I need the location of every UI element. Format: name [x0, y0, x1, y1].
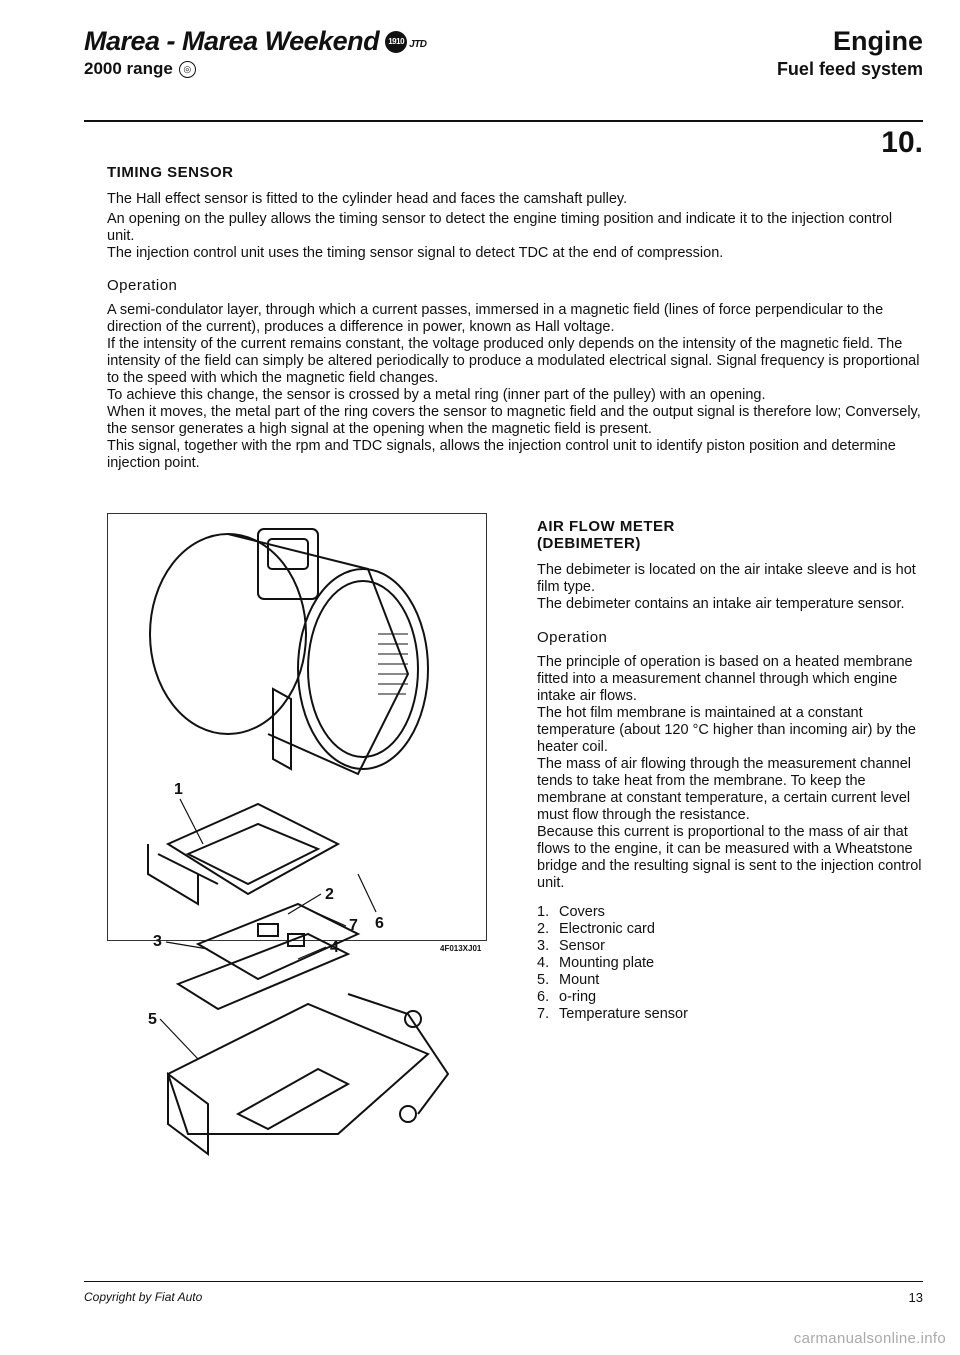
debimeter-front-ring	[298, 569, 428, 769]
range-icon: ◎	[179, 61, 196, 78]
afm-op-2: The hot film membrane is maintained at a constant temperature (about 120 °C higher than incoming air) by the heater coil.	[537, 705, 916, 755]
afm-heading-2: (DEBIMETER)	[537, 535, 641, 552]
debimeter-rear-ring	[150, 534, 306, 734]
timing-op-3: To achieve this change, the sensor is crossed by a metal ring (inner part of the pulley) with an opening.	[107, 387, 766, 403]
afm-operation-heading: Operation	[537, 629, 608, 646]
brand-name: Marea - Marea Weekend	[84, 26, 380, 56]
legend-item: 1. Covers	[537, 904, 605, 920]
header-right	[777, 26, 923, 80]
timing-sensor-section	[107, 164, 923, 472]
timing-intro-3: The injection control unit uses the timing sensor signal to detect TDC at the end of compression.	[107, 245, 724, 261]
section-number: 10.	[881, 126, 923, 159]
afm-intro-1: The debimeter is located on the air intake sleeve and is hot film type.	[537, 562, 916, 595]
figure-code: 4F013XJ01	[440, 944, 482, 953]
legend-item: 2. Electronic card	[537, 921, 655, 937]
fiat-logo-icon: 1910	[385, 31, 407, 53]
callout-5: 5	[148, 1011, 157, 1028]
timing-op-2: If the intensity of the current remains constant, the voltage produced only depends on the intensity of the magnetic field. The intensity of the field can simply be altered periodically to produce a modulated electrical signal. Signal frequency is proportional to the speed with which the magnetic field changes.	[107, 336, 920, 386]
brand-title	[84, 26, 427, 57]
mounting-plate	[178, 934, 348, 1009]
section-title: Engine	[832, 26, 923, 56]
page-number: 13	[908, 1290, 923, 1305]
header-divider	[84, 120, 923, 122]
afm-op-4: Because this current is proportional to the mass of air that flows to the engine, it can be measured with a Wheatstone bridge and the resulting signal is sent to the injection control unit.	[537, 824, 922, 891]
legend-item: 6. o-ring	[537, 989, 597, 1005]
timing-op-5: This signal, together with the rpm and TDC signals, allows the injection control unit to identify piston position and determine injection point.	[107, 438, 896, 471]
callout-4: 4	[330, 939, 339, 956]
watermark: carmanualsonline.info	[793, 1330, 946, 1347]
callout-7: 7	[349, 917, 358, 934]
legend-item: 5. Mount	[537, 972, 600, 988]
timing-op-4: When it moves, the metal part of the ring covers the sensor to magnetic field and the output signal is therefore low; Conversely, the sensor generates a high signal at the opening when the magnetic field is present.	[107, 404, 921, 437]
afm-intro-2: The debimeter contains an intake air temperature sensor.	[537, 596, 905, 612]
timing-intro-2: An opening on the pulley allows the timing sensor to detect the engine timing position and indicate it to the injection control unit.	[107, 211, 893, 244]
callout-1: 1	[174, 781, 183, 798]
header-left	[84, 26, 427, 79]
range-label	[84, 59, 427, 79]
afm-op-3: The mass of air flowing through the measurement channel tends to take heat from the membrane. To keep the membrane at constant temperature, a certain current level must flow through the resistance.	[537, 756, 911, 823]
air-flow-meter-section	[537, 518, 923, 1023]
brand-suffix: JTD	[409, 39, 427, 50]
range-text: 2000 range	[84, 59, 173, 78]
legend-list	[537, 904, 923, 1023]
subsection-title: Fuel feed system	[776, 59, 923, 79]
legend-item: 3. Sensor	[537, 938, 605, 954]
debimeter-clip	[273, 689, 291, 769]
afm-heading-1: AIR FLOW METER	[537, 518, 675, 535]
footer-divider	[84, 1281, 923, 1282]
callout-2: 2	[325, 886, 334, 903]
legend-item: 4. Mounting plate	[537, 955, 655, 971]
timing-intro-1: The Hall effect sensor is fitted to the cylinder head and faces the camshaft pulley.	[107, 191, 628, 207]
legend-item: 7. Temperature sensor	[537, 1006, 688, 1022]
callout-6: 6	[375, 915, 384, 932]
timing-operation-heading: Operation	[107, 277, 178, 294]
callout-3: 3	[153, 933, 162, 950]
afm-op-1: The principle of operation is based on a heated membrane fitted into a measurement channel through which engine intake air flows.	[537, 654, 913, 704]
timing-sensor-heading: TIMING SENSOR	[107, 164, 234, 181]
copyright: Copyright by Fiat Auto	[84, 1290, 203, 1304]
timing-op-1: A semi-condulator layer, through which a current passes, immersed in a magnetic field (lines of force perpendicular to the direction of the current), produces a difference in power, known as Hall voltage.	[107, 302, 884, 335]
